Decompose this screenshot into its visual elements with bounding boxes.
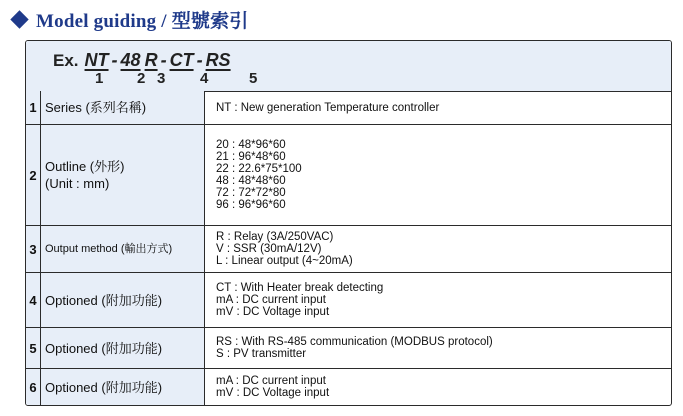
row-label (41, 273, 205, 327)
description-line: 72 : 72*72*80 (216, 187, 286, 199)
table-row-outline (26, 125, 671, 226)
row-number: 2 (26, 125, 41, 225)
table-row-series (26, 91, 671, 125)
model-code-index: 2 (137, 70, 146, 87)
description-line: NT : New generation Temperature controller (216, 101, 440, 114)
row-description (206, 226, 671, 272)
model-guide-table (25, 40, 672, 406)
table-row-option-b (26, 328, 671, 369)
row-label (41, 125, 205, 225)
description-line: V : SSR (30mA/12V) (216, 243, 322, 255)
row-label (41, 226, 205, 272)
row-label-unit: (Unit : mm) (45, 176, 110, 191)
description-line: CT : With Heater break detecting (216, 282, 384, 294)
model-code-segment-output: R (144, 50, 158, 70)
model-code-index: 1 (95, 70, 104, 87)
description-line: R : Relay (3A/250VAC) (216, 231, 334, 243)
description-line: S : PV transmitter (216, 348, 307, 360)
row-number: 6 (26, 369, 41, 405)
description-line: 21 : 96*48*60 (216, 151, 286, 163)
description-line: RS : With RS-485 communication (MODBUS protocol) (216, 336, 493, 348)
model-code-separator: - (111, 50, 118, 70)
row-label-text: Optioned (附加功能) (45, 292, 163, 308)
row-label (41, 328, 205, 368)
description-line: 96 : 96*96*60 (216, 199, 286, 211)
model-code-prefix: Ex. (53, 51, 79, 70)
row-description (206, 91, 671, 124)
row-label-text: Series (系列名稱) (45, 100, 147, 115)
row-number: 3 (26, 226, 41, 272)
description-line: mA : DC current input (216, 294, 326, 306)
model-code-indices (26, 70, 326, 88)
description-line: 20 : 48*96*60 (216, 139, 286, 151)
row-number: 5 (26, 328, 41, 368)
row-label (41, 369, 205, 405)
model-code-segment-series: NT (84, 50, 109, 70)
row-label-text: Outline (外形) (45, 159, 125, 174)
row-label (41, 91, 205, 124)
row-number: 4 (26, 273, 41, 327)
model-code-segment-option-a: CT (169, 50, 194, 70)
model-code-index: 3 (157, 70, 166, 87)
model-code-example (26, 41, 671, 92)
page-header (8, 6, 249, 32)
description-line: L : Linear output (4~20mA) (216, 255, 353, 267)
model-code-segment-outline: 48 (120, 50, 141, 70)
row-description (206, 369, 671, 405)
row-description (206, 328, 671, 368)
row-number: 1 (26, 91, 41, 124)
row-label-text: Optioned (附加功能) (45, 379, 163, 395)
model-code-segment-option-b: RS (205, 50, 231, 70)
description-line: 48 : 48*48*60 (216, 175, 286, 187)
table-row-output-method (26, 226, 671, 273)
model-code-index: 4 (200, 70, 209, 87)
row-description (206, 273, 671, 327)
description-line: mV : DC Voltage input (216, 306, 330, 318)
diamond-bullet-icon (10, 10, 28, 28)
row-label-text: Optioned (附加功能) (45, 340, 163, 356)
model-code-index: 5 (249, 70, 258, 87)
description-line: mV : DC Voltage input (216, 387, 330, 399)
description-line: mA : DC current input (216, 375, 326, 387)
model-code-line (53, 47, 231, 71)
table-row-option-c (26, 369, 671, 405)
page-title: Model guiding / 型號索引 (36, 10, 249, 32)
model-code-separator: - (160, 50, 167, 70)
row-description (206, 125, 671, 225)
row-label-text: Output method (輸出方式) (45, 242, 173, 255)
model-code-separator: - (196, 50, 203, 70)
description-line: 22 : 22.6*75*100 (216, 163, 302, 175)
table-row-option-a (26, 273, 671, 328)
